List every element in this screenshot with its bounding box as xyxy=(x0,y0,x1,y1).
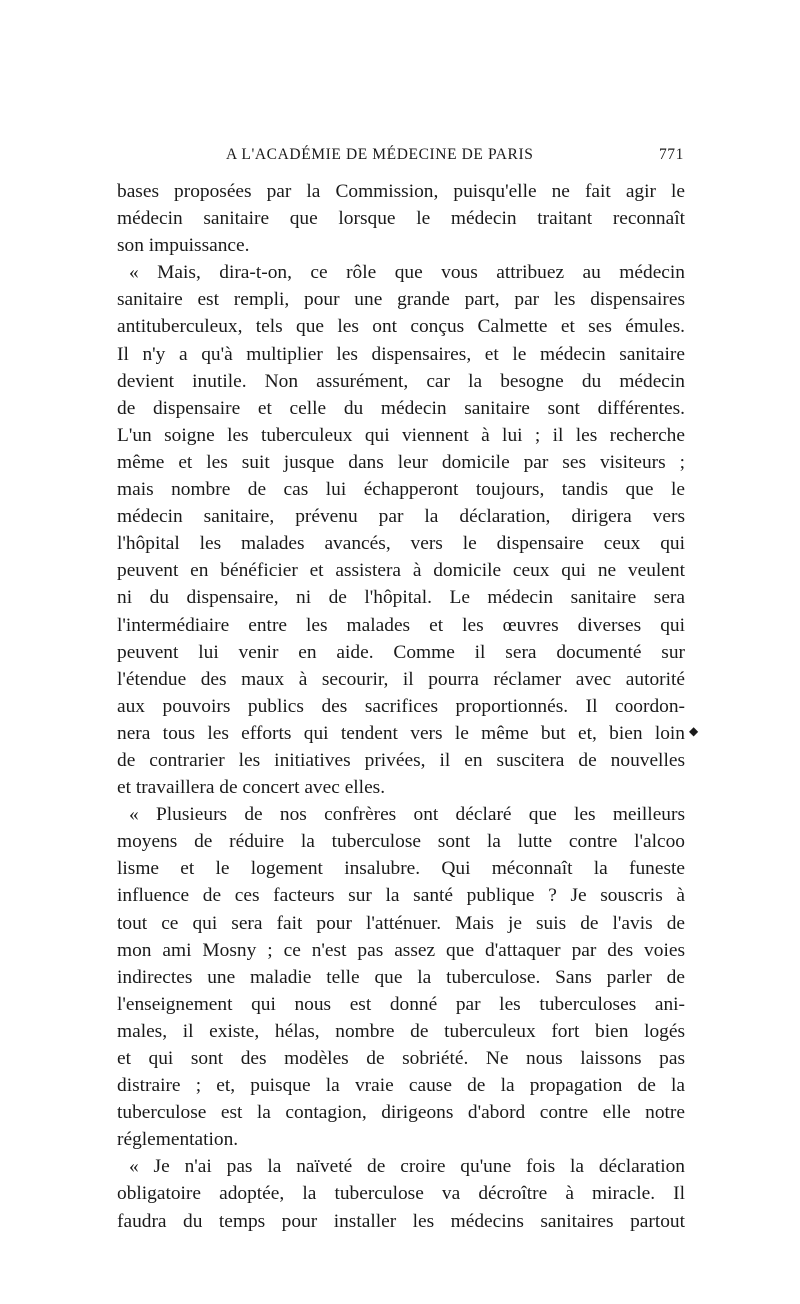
text-line: médecin sanitaire que lorsque le médecin traitant reconnaît xyxy=(117,208,685,230)
text-line: sanitaire est rempli, pour une grande part, par les dispensaires xyxy=(117,289,685,311)
text-line: même et les suit jusque dans leur domicile par ses visiteurs ; xyxy=(117,451,685,473)
text-line: l'enseignement qui nous est donné par les tuberculoses ani- xyxy=(117,993,685,1015)
text-line: nera tous les efforts qui tendent vers le même but et, bien loin xyxy=(117,722,685,744)
paragraph-start-line: « Mais, dira-t-on, ce rôle que vous attribuez au médecin xyxy=(129,262,685,284)
text-line: obligatoire adoptée, la tuberculose va décroître à miracle. Il xyxy=(117,1183,685,1205)
paragraph-start-line: « Plusieurs de nos confrères ont déclaré que les meilleurs xyxy=(129,804,685,826)
text-line: tout ce qui sera fait pour l'atténuer. Mais je suis de l'avis de xyxy=(117,912,685,934)
text-line: ni du dispensaire, ni de l'hôpital. Le médecin sanitaire sera xyxy=(117,587,685,609)
text-line: tuberculose est la contagion, dirigeons d'abord contre elle notre xyxy=(117,1102,685,1124)
body-text xyxy=(117,178,685,1235)
paragraph-start-line: « Je n'ai pas la naïveté de croire qu'une fois la déclaration xyxy=(129,1156,685,1178)
text-line: indirectes une maladie telle que la tuberculose. Sans parler de xyxy=(117,966,685,988)
text-line: males, il existe, hélas, nombre de tuberculeux fort bien logés xyxy=(117,1020,685,1042)
text-line: bases proposées par la Commission, puisqu'elle ne fait agir le xyxy=(117,181,685,202)
text-line: influence de ces facteurs sur la santé publique ? Je souscris à xyxy=(117,885,685,907)
text-line: L'un soigne les tuberculeux qui viennent à lui ; il les recherche xyxy=(117,424,685,446)
text-line: de dispensaire et celle du médecin sanitaire sont différentes. xyxy=(117,397,685,419)
text-line: mais nombre de cas lui échapperont toujours, tandis que le xyxy=(117,479,685,501)
text-line: mon ami Mosny ; ce n'est pas assez que d'attaquer par des voies xyxy=(117,939,685,961)
text-line: l'étendue des maux à secourir, il pourra réclamer avec autorité xyxy=(117,668,685,690)
text-line: son impuissance. xyxy=(117,235,250,257)
text-line: l'hôpital les malades avancés, vers le dispensaire ceux qui xyxy=(117,533,685,555)
text-line: distraire ; et, puisque la vraie cause de la propagation de la xyxy=(117,1075,685,1097)
text-line: et qui sont des modèles de sobriété. Ne nous laissons pas xyxy=(117,1048,685,1069)
text-line: et travaillera de concert avec elles. xyxy=(117,777,386,799)
text-line: réglementation. xyxy=(117,1129,239,1151)
text-line: aux pouvoirs publics des sacrifices proportionnés. Il coordon- xyxy=(117,695,685,717)
text-line: moyens de réduire la tuberculose sont la lutte contre l'alcoo xyxy=(117,831,685,853)
print-speck-mark: ◆ xyxy=(689,724,699,738)
text-line: Il n'y a qu'à multiplier les dispensaires, et le médecin sanitaire xyxy=(117,343,685,365)
text-line: peuvent lui venir en aide. Comme il sera documenté sur xyxy=(117,641,685,663)
text-line: médecin sanitaire, prévenu par la déclaration, dirigera vers xyxy=(117,506,685,528)
text-line: lisme et le logement insalubre. Qui méconnaît la funeste xyxy=(117,858,685,880)
text-line: peuvent en bénéficier et assistera à domicile ceux qui ne veulent xyxy=(117,560,685,582)
running-head xyxy=(118,146,684,168)
text-line: l'intermédiaire entre les malades et les œuvres diverses qui xyxy=(117,614,685,636)
text-line: antituberculeux, tels que les ont conçus Calmette et ses émules. xyxy=(117,316,685,338)
running-title: A L'ACADÉMIE DE MÉDECINE DE PARIS xyxy=(226,146,534,163)
page-number: 771 xyxy=(658,146,684,163)
text-line: devient inutile. Non assurément, car la besogne du médecin xyxy=(117,370,685,392)
text-line: de contrarier les initiatives privées, il en suscitera de nouvelles xyxy=(117,749,685,771)
text-line: faudra du temps pour installer les médecins sanitaires partout xyxy=(117,1210,685,1232)
